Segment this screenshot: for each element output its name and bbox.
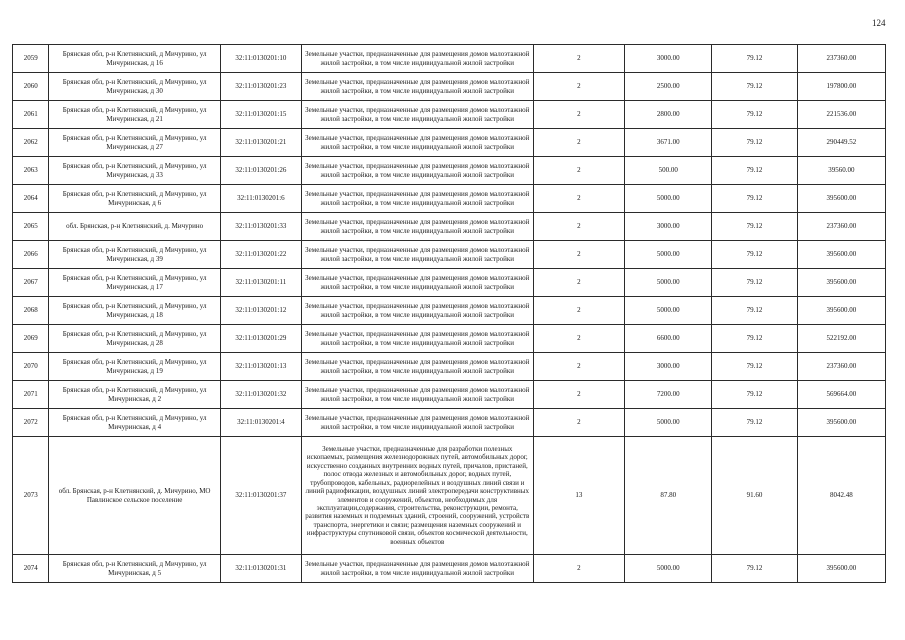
cadastral-value-cell: 290449.52 xyxy=(797,129,885,157)
cadastral-number-cell: 32:11:0130201:12 xyxy=(220,297,301,325)
rate-cell: 79.12 xyxy=(712,129,797,157)
cadastral-number-cell: 32:11:0130201:6 xyxy=(220,185,301,213)
table-row xyxy=(13,213,886,241)
cadastral-value-cell: 237360.00 xyxy=(797,213,885,241)
cadastral-value-cell: 237360.00 xyxy=(797,45,885,73)
cadastral-number-cell: 32:11:0130201:32 xyxy=(220,381,301,409)
cadastral-number-cell: 32:11:0130201:31 xyxy=(220,555,301,583)
rate-cell: 79.12 xyxy=(712,269,797,297)
rate-cell: 79.12 xyxy=(712,157,797,185)
category-code-cell: 2 xyxy=(533,185,624,213)
address-cell: Брянская обл, р-н Клетнянский, д Мичурино, ул Мичуринская, д 30 xyxy=(49,73,220,101)
cadastral-value-cell: 569664.00 xyxy=(797,381,885,409)
category-code-cell: 2 xyxy=(533,101,624,129)
address-cell: Брянская обл, р-н Клетнянский, д Мичурино, ул Мичуринская, д 4 xyxy=(49,409,220,437)
cadastral-number-cell: 32:11:0130201:37 xyxy=(220,437,301,555)
cadastral-value-cell: 395600.00 xyxy=(797,269,885,297)
cadastral-value-cell: 237360.00 xyxy=(797,353,885,381)
permitted-use-cell: Земельные участки, предназначенные для размещения домов малоэтажной жилой застройки, в том числе индивидуальной жилой застройки xyxy=(301,269,533,297)
row-number: 2059 xyxy=(13,45,49,73)
rate-cell: 79.12 xyxy=(712,185,797,213)
rate-cell: 79.12 xyxy=(712,297,797,325)
permitted-use-cell: Земельные участки, предназначенные для размещения домов малоэтажной жилой застройки, в том числе индивидуальной жилой застройки xyxy=(301,325,533,353)
permitted-use-cell: Земельные участки, предназначенные для размещения домов малоэтажной жилой застройки, в том числе индивидуальной жилой застройки xyxy=(301,73,533,101)
table-row xyxy=(13,297,886,325)
area-cell: 5000.00 xyxy=(625,269,712,297)
row-number: 2074 xyxy=(13,555,49,583)
table-row xyxy=(13,353,886,381)
permitted-use-cell: Земельные участки, предназначенные для размещения домов малоэтажной жилой застройки, в том числе индивидуальной жилой застройки xyxy=(301,129,533,157)
category-code-cell: 2 xyxy=(533,325,624,353)
cadastral-value-cell: 197800.00 xyxy=(797,73,885,101)
permitted-use-cell: Земельные участки, предназначенные для размещения домов малоэтажной жилой застройки, в том числе индивидуальной жилой застройки xyxy=(301,241,533,269)
rate-cell: 79.12 xyxy=(712,325,797,353)
area-cell: 2800.00 xyxy=(625,101,712,129)
rate-cell: 79.12 xyxy=(712,45,797,73)
permitted-use-cell: Земельные участки, предназначенные для размещения домов малоэтажной жилой застройки, в том числе индивидуальной жилой застройки xyxy=(301,157,533,185)
row-number: 2060 xyxy=(13,73,49,101)
cadastral-value-cell: 395600.00 xyxy=(797,409,885,437)
cadastral-number-cell: 32:11:0130201:29 xyxy=(220,325,301,353)
area-cell: 5000.00 xyxy=(625,241,712,269)
address-cell: обл. Брянская, р-н Клетнянский, д. Мичурино xyxy=(49,213,220,241)
permitted-use-cell: Земельные участки, предназначенные для размещения домов малоэтажной жилой застройки, в том числе индивидуальной жилой застройки xyxy=(301,555,533,583)
table-row xyxy=(13,73,886,101)
address-cell: Брянская обл, р-н Клетнянский, д Мичурино, ул Мичуринская, д 27 xyxy=(49,129,220,157)
category-code-cell: 2 xyxy=(533,73,624,101)
cadastral-number-cell: 32:11:0130201:11 xyxy=(220,269,301,297)
table-row xyxy=(13,381,886,409)
cadastral-value-cell: 395600.00 xyxy=(797,555,885,583)
rate-cell: 79.12 xyxy=(712,241,797,269)
table-row xyxy=(13,45,886,73)
category-code-cell: 2 xyxy=(533,297,624,325)
row-number: 2067 xyxy=(13,269,49,297)
address-cell: Брянская обл, р-н Клетнянский, д Мичурино, ул Мичуринская, д 39 xyxy=(49,241,220,269)
category-code-cell: 2 xyxy=(533,45,624,73)
row-number: 2065 xyxy=(13,213,49,241)
address-cell: Брянская обл, р-н Клетнянский, д Мичурино, ул Мичуринская, д 21 xyxy=(49,101,220,129)
cadastral-value-cell: 395600.00 xyxy=(797,185,885,213)
cadastral-value-cell: 395600.00 xyxy=(797,297,885,325)
permitted-use-cell: Земельные участки, предназначенные для размещения домов малоэтажной жилой застройки, в том числе индивидуальной жилой застройки xyxy=(301,409,533,437)
table-row xyxy=(13,129,886,157)
cadastral-number-cell: 32:11:0130201:4 xyxy=(220,409,301,437)
address-cell: обл. Брянская, р-н Клетнянский, д. Мичурино, МО Павлинское сельское поселение xyxy=(49,437,220,555)
area-cell: 500.00 xyxy=(625,157,712,185)
address-cell: Брянская обл, р-н Клетнянский, д Мичурино, ул Мичуринская, д 19 xyxy=(49,353,220,381)
table-row xyxy=(13,555,886,583)
category-code-cell: 13 xyxy=(533,437,624,555)
address-cell: Брянская обл, р-н Клетнянский, д Мичурино, ул Мичуринская, д 16 xyxy=(49,45,220,73)
area-cell: 5000.00 xyxy=(625,185,712,213)
area-cell: 2500.00 xyxy=(625,73,712,101)
category-code-cell: 2 xyxy=(533,269,624,297)
category-code-cell: 2 xyxy=(533,409,624,437)
table-row xyxy=(13,157,886,185)
table-row xyxy=(13,325,886,353)
area-cell: 87.80 xyxy=(625,437,712,555)
address-cell: Брянская обл, р-н Клетнянский, д Мичурино, ул Мичуринская, д 18 xyxy=(49,297,220,325)
address-cell: Брянская обл, р-н Клетнянский, д Мичурино, ул Мичуринская, д 6 xyxy=(49,185,220,213)
cadastral-number-cell: 32:11:0130201:15 xyxy=(220,101,301,129)
cadastral-value-cell: 395600.00 xyxy=(797,241,885,269)
area-cell: 5000.00 xyxy=(625,555,712,583)
cadastral-number-cell: 32:11:0130201:26 xyxy=(220,157,301,185)
table-row xyxy=(13,241,886,269)
permitted-use-cell: Земельные участки, предназначенные для размещения домов малоэтажной жилой застройки, в том числе индивидуальной жилой застройки xyxy=(301,297,533,325)
rate-cell: 79.12 xyxy=(712,101,797,129)
address-cell: Брянская обл, р-н Клетнянский, д Мичурино, ул Мичуринская, д 28 xyxy=(49,325,220,353)
cadastral-number-cell: 32:11:0130201:21 xyxy=(220,129,301,157)
land-registry-table xyxy=(12,44,886,583)
cadastral-number-cell: 32:11:0130201:33 xyxy=(220,213,301,241)
rate-cell: 79.12 xyxy=(712,409,797,437)
row-number: 2072 xyxy=(13,409,49,437)
row-number: 2062 xyxy=(13,129,49,157)
category-code-cell: 2 xyxy=(533,157,624,185)
permitted-use-cell: Земельные участки, предназначенные для размещения домов малоэтажной жилой застройки, в том числе индивидуальной жилой застройки xyxy=(301,101,533,129)
area-cell: 5000.00 xyxy=(625,409,712,437)
category-code-cell: 2 xyxy=(533,555,624,583)
page-number: 124 xyxy=(872,18,886,28)
row-number: 2068 xyxy=(13,297,49,325)
rate-cell: 91.60 xyxy=(712,437,797,555)
area-cell: 5000.00 xyxy=(625,297,712,325)
table-row xyxy=(13,101,886,129)
address-cell: Брянская обл, р-н Клетнянский, д Мичурино, ул Мичуринская, д 2 xyxy=(49,381,220,409)
address-cell: Брянская обл, р-н Клетнянский, д Мичурино, ул Мичуринская, д 17 xyxy=(49,269,220,297)
permitted-use-cell: Земельные участки, предназначенные для размещения домов малоэтажной жилой застройки, в том числе индивидуальной жилой застройки xyxy=(301,185,533,213)
category-code-cell: 2 xyxy=(533,353,624,381)
area-cell: 3671.00 xyxy=(625,129,712,157)
row-number: 2070 xyxy=(13,353,49,381)
area-cell: 7200.00 xyxy=(625,381,712,409)
cadastral-value-cell: 221536.00 xyxy=(797,101,885,129)
cadastral-number-cell: 32:11:0130201:22 xyxy=(220,241,301,269)
cadastral-number-cell: 32:11:0130201:23 xyxy=(220,73,301,101)
table-row xyxy=(13,437,886,555)
rate-cell: 79.12 xyxy=(712,555,797,583)
category-code-cell: 2 xyxy=(533,129,624,157)
cadastral-value-cell: 39560.00 xyxy=(797,157,885,185)
table-row xyxy=(13,269,886,297)
permitted-use-cell: Земельные участки, предназначенные для разработки полезных ископаемых, размещения железнодорожных путей, автомобильных дорог, искусственно созданных внутренних водных путей, причалов, пристаней, полос отвода железных и автомобильных дорог, водных путей, трубопроводов, кабельных, радиорелейных и воздушных линий связи и линий радиофикации, воздушных линий электропередачи конструктивных элементов и сооружений, объектов, необходимых для эксплуатации,содержания, строительства, реконструкции, ремонта, развития наземных и подземных зданий, строений, сооружений, устройств транспорта, энергетики и связи; размещения наземных сооружений и инфраструктуры спутниковой связи, объектов космической деятельности, военных объектов xyxy=(301,437,533,555)
cadastral-value-cell: 522192.00 xyxy=(797,325,885,353)
row-number: 2061 xyxy=(13,101,49,129)
row-number: 2073 xyxy=(13,437,49,555)
area-cell: 3000.00 xyxy=(625,213,712,241)
rate-cell: 79.12 xyxy=(712,73,797,101)
row-number: 2064 xyxy=(13,185,49,213)
category-code-cell: 2 xyxy=(533,381,624,409)
row-number: 2066 xyxy=(13,241,49,269)
address-cell: Брянская обл, р-н Клетнянский, д Мичурино, ул Мичуринская, д 33 xyxy=(49,157,220,185)
permitted-use-cell: Земельные участки, предназначенные для размещения домов малоэтажной жилой застройки, в том числе индивидуальной жилой застройки xyxy=(301,353,533,381)
cadastral-number-cell: 32:11:0130201:13 xyxy=(220,353,301,381)
permitted-use-cell: Земельные участки, предназначенные для размещения домов малоэтажной жилой застройки, в том числе индивидуальной жилой застройки xyxy=(301,213,533,241)
cadastral-number-cell: 32:11:0130201:10 xyxy=(220,45,301,73)
row-number: 2071 xyxy=(13,381,49,409)
area-cell: 6600.00 xyxy=(625,325,712,353)
area-cell: 3000.00 xyxy=(625,353,712,381)
permitted-use-cell: Земельные участки, предназначенные для размещения домов малоэтажной жилой застройки, в том числе индивидуальной жилой застройки xyxy=(301,45,533,73)
cadastral-value-cell: 8042.48 xyxy=(797,437,885,555)
rate-cell: 79.12 xyxy=(712,381,797,409)
rate-cell: 79.12 xyxy=(712,213,797,241)
table-row xyxy=(13,409,886,437)
row-number: 2063 xyxy=(13,157,49,185)
rate-cell: 79.12 xyxy=(712,353,797,381)
permitted-use-cell: Земельные участки, предназначенные для размещения домов малоэтажной жилой застройки, в том числе индивидуальной жилой застройки xyxy=(301,381,533,409)
category-code-cell: 2 xyxy=(533,241,624,269)
registry-table-body xyxy=(13,45,886,583)
table-row xyxy=(13,185,886,213)
address-cell: Брянская обл, р-н Клетнянский, д Мичурино, ул Мичуринская, д 5 xyxy=(49,555,220,583)
row-number: 2069 xyxy=(13,325,49,353)
category-code-cell: 2 xyxy=(533,213,624,241)
area-cell: 3000.00 xyxy=(625,45,712,73)
